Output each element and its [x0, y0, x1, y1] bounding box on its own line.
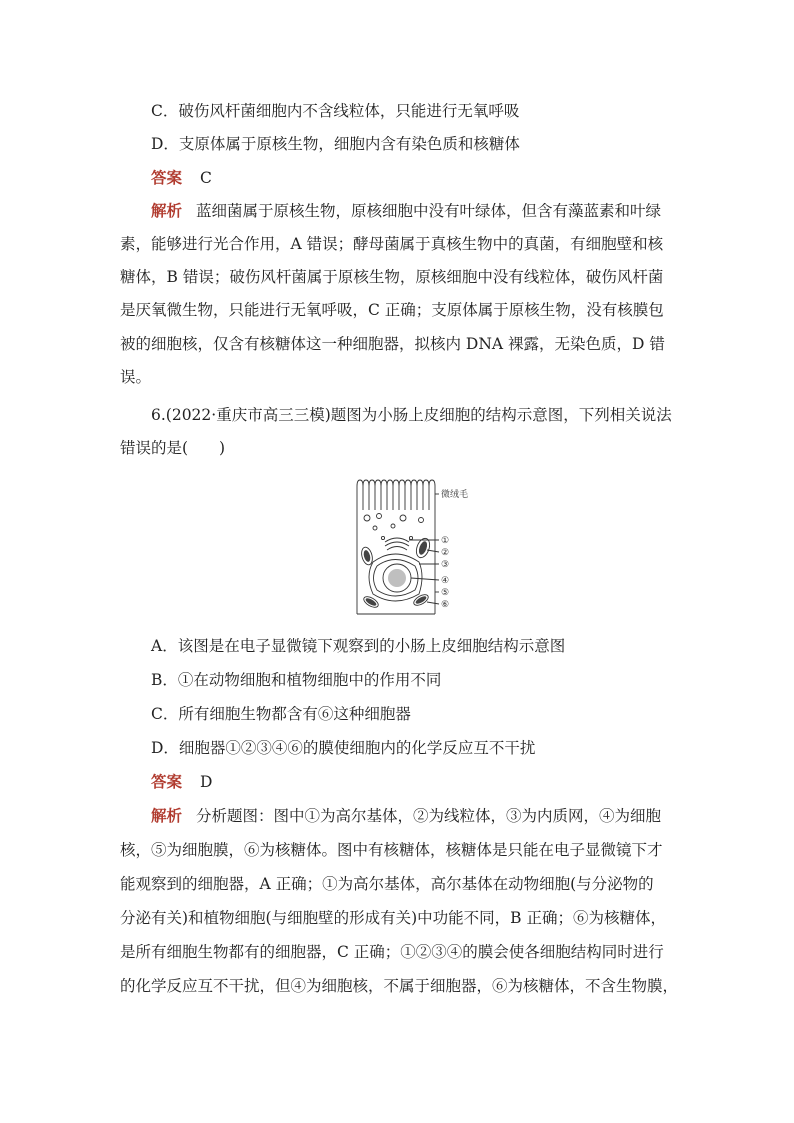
cell-diagram [355, 476, 490, 616]
q6-analysis-line-5: 是所有细胞生物都有的细胞器，C 正确；①②③④的膜会使各细胞结构同时进行 [120, 943, 664, 961]
q6-analysis-line-1 [151, 806, 661, 826]
q5-analysis-line-3: 糖体，B 错误；破伤风杆菌属于原核生物，原核细胞中没有线粒体，破伤风杆菌 [120, 268, 664, 286]
label-5: ⑤ [441, 588, 450, 598]
answer-value: D [200, 773, 213, 791]
q5-answer [151, 168, 212, 188]
q5-option-d: D．支原体属于原核生物，细胞内含有染色质和核糖体 [151, 135, 520, 153]
q5-analysis-line-1 [151, 201, 661, 221]
answer-label: 答案 [151, 168, 183, 187]
analysis-label: 解析 [151, 806, 183, 825]
q6-analysis-line-3: 能观察到的细胞器，A 正确；①为高尔基体，高尔基体在动物细胞(与分泌物的 [120, 875, 654, 893]
q5-analysis-line-2: 素，能够进行光合作用，A 错误；酵母菌属于真核生物中的真菌，有细胞壁和核 [120, 235, 664, 253]
q6-stem-line-1: 6.(2022·重庆市高三三模)题图为小肠上皮细胞的结构示意图，下列相关说法 [151, 406, 672, 424]
q5-analysis-line-5: 被的细胞核，仅含有核糖体这一种细胞器，拟核内 DNA 裸露，无染色质，D 错 [120, 335, 665, 353]
q6-analysis-line-6: 的化学反应互不干扰，但④为细胞核，不属于细胞器，⑥为核糖体，不含生物膜， [120, 977, 679, 995]
analysis-text: 分析题图：图中①为高尔基体，②为线粒体，③为内质网，④为细胞 [196, 807, 662, 825]
q6-analysis-line-4: 分泌有关)和植物细胞(与细胞壁的形成有关)中功能不同，B 正确；⑥为核糖体， [120, 909, 666, 927]
q6-option-d: D．细胞器①②③④⑥的膜使细胞内的化学反应互不干扰 [151, 739, 536, 757]
label-6: ⑥ [441, 600, 450, 610]
analysis-text: 蓝细菌属于原核生物，原核细胞中没有叶绿体，但含有藻蓝素和叶绿 [196, 202, 662, 220]
q5-analysis-line-6: 误。 [120, 368, 152, 386]
q6-option-b: B．①在动物细胞和植物细胞中的作用不同 [151, 671, 442, 689]
label-2: ② [441, 548, 450, 558]
q6-option-a: A．该图是在电子显微镜下观察到的小肠上皮细胞结构示意图 [151, 637, 566, 655]
cell-diagram-svg [355, 476, 490, 616]
analysis-label: 解析 [151, 201, 183, 220]
q6-answer [151, 772, 212, 792]
label-microvilli: 微绒毛 [441, 490, 469, 500]
q6-option-c: C．所有细胞生物都含有⑥这种细胞器 [151, 705, 411, 723]
q6-analysis-line-2: 核，⑤为细胞膜，⑥为核糖体。图中有核糖体，核糖体是只能在电子显微镜下才 [120, 841, 663, 859]
answer-label: 答案 [151, 772, 183, 791]
label-1: ① [441, 536, 450, 546]
q5-option-c: C．破伤风杆菌细胞内不含线粒体，只能进行无氧呼吸 [151, 102, 520, 120]
label-3: ③ [441, 560, 450, 570]
q6-stem-line-2: 错误的是( ) [120, 439, 226, 457]
answer-value: C [200, 169, 212, 187]
q5-analysis-line-4: 是厌氧微生物，只能进行无氧呼吸，C 正确；支原体属于原核生物，没有核膜包 [120, 301, 664, 319]
label-4: ④ [441, 576, 450, 586]
